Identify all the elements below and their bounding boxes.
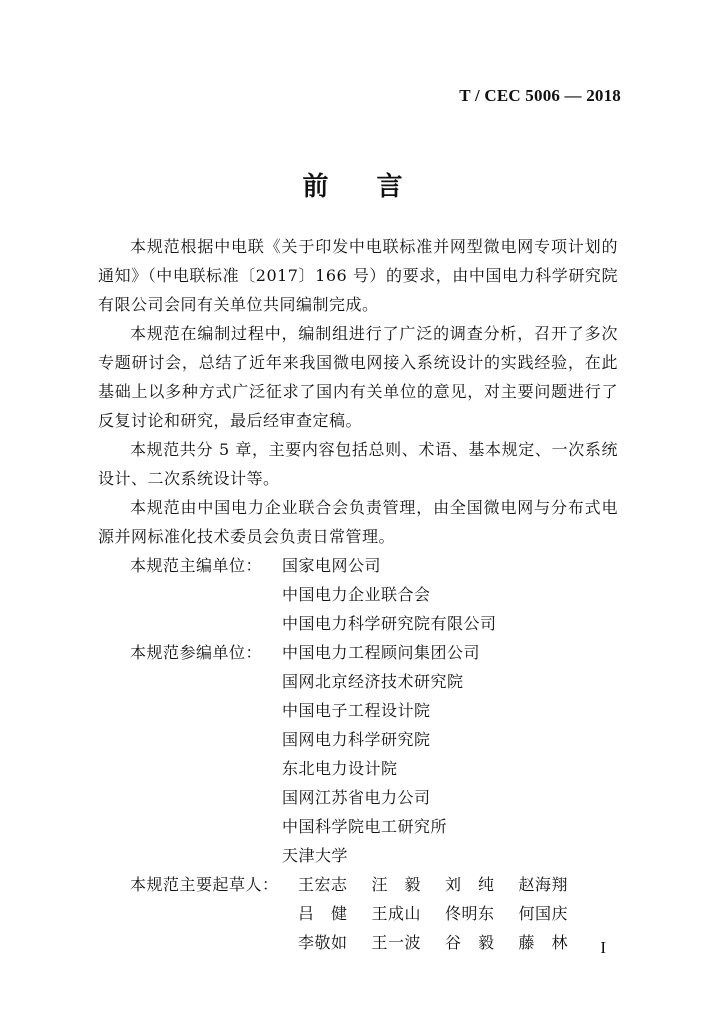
chief-units-block [98,551,618,638]
drafter-name: 佟明东 [445,904,495,923]
title-char-1: 前 [302,172,331,202]
drafter-name: 汪 毅 [371,875,422,894]
drafter-name: 王一波 [371,933,422,952]
drafter-name: 藤 林 [518,933,569,952]
participating-unit: 国网江苏省电力公司 [282,788,431,807]
participating-unit: 中国电力工程顾问集团公司 [282,643,481,662]
drafters-label: 本规范主要起草人： [130,875,279,894]
participating-unit: 国网电力科学研究院 [282,730,431,749]
paragraph-contents: 本规范共分 5 章，主要内容包括总则、术语、基本规定、一次系统设计、二次系统设计等。 [98,440,618,488]
standard-code: T / CEC 5006 — 2018 [459,86,621,105]
preface-body [98,232,618,957]
participating-unit: 天津大学 [282,846,349,865]
participating-units-label: 本规范参编单位： [130,643,263,662]
participating-unit: 东北电力设计院 [282,759,398,778]
title-char-2: 言 [376,172,405,202]
drafters-block [98,870,618,957]
drafter-name: 赵海翔 [518,875,569,894]
participating-unit: 中国科学院电工研究所 [282,817,448,836]
drafter-name: 何国庆 [518,904,569,923]
page-title [0,166,707,203]
chief-unit: 中国电力科学研究院有限公司 [282,614,497,633]
paragraph-basis: 本规范根据中电联《关于印发中电联标准并网型微电网专项计划的通知》（中电联标准〔2017〕166 号）的要求，由中国电力科学研究院有限公司会同有关单位共同编制完成。 [98,237,618,314]
drafter-name: 王宏志 [298,875,348,894]
paragraph-process: 本规范在编制过程中，编制组进行了广泛的调查分析，召开了多次专题研讨会，总结了近年来我国微电网接入系统设计的实践经验，在此基础上以多种方式广泛征求了国内有关单位的意见，对主要问题进行了反复讨论和研究，最后经审查定稿。 [98,324,618,430]
page-number: I [600,938,606,957]
drafter-name: 吕 健 [298,904,348,923]
drafter-name: 李敬如 [298,933,348,952]
paragraph-management: 本规范由中国电力企业联合会负责管理，由全国微电网与分布式电源并网标准化技术委员会负责日常管理。 [98,498,618,546]
chief-unit: 国家电网公司 [282,556,382,575]
chief-units-label: 本规范主编单位： [130,556,263,575]
chief-unit: 中国电力企业联合会 [282,585,431,604]
drafter-name: 王成山 [371,904,422,923]
participating-unit: 中国电子工程设计院 [282,701,431,720]
participating-units-block [98,638,618,870]
participating-unit: 国网北京经济技术研究院 [282,672,464,691]
drafter-name: 谷 毅 [445,933,495,952]
drafter-name: 刘 纯 [445,875,495,894]
